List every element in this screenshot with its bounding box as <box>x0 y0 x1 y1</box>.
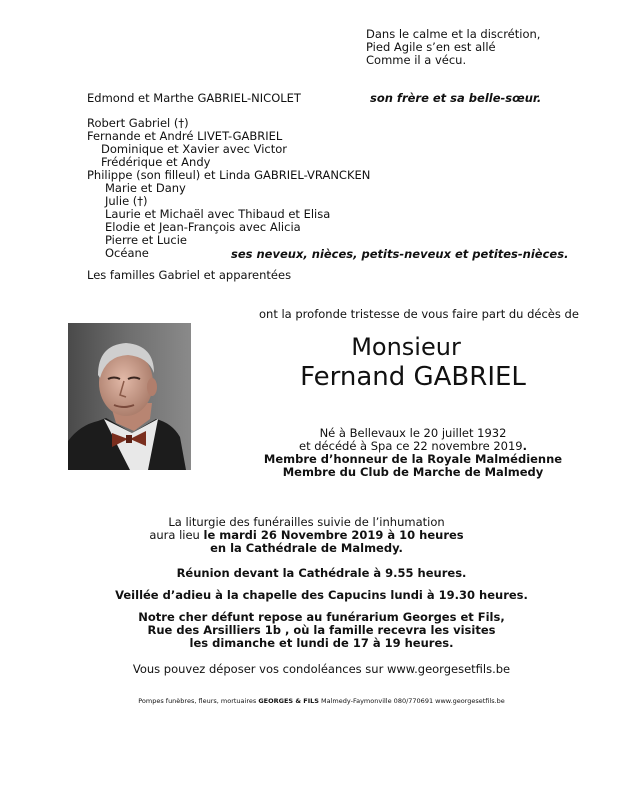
footer-post: Malmedy-Faymonville 080/770691 www.georgesetfils.be <box>318 697 505 705</box>
family-member: Frédérique et Andy <box>101 155 211 169</box>
sibling-names: Edmond et Marthe GABRIEL-NICOLET <box>87 91 301 105</box>
rest-line: Notre cher défunt repose au funérarium Georges et Fils, <box>138 610 505 624</box>
family-member: Philippe (son filleul) et Linda GABRIEL-VRANCKEN <box>87 168 371 182</box>
family-member: Océane <box>105 246 149 260</box>
portrait-photo <box>68 323 191 470</box>
honor-line: Membre du Club de Marche de Malmedy <box>282 465 544 479</box>
poem-line: Comme il a vécu. <box>366 53 467 67</box>
rest-line: les dimanche et lundi de 17 à 19 heures. <box>189 636 454 650</box>
rest-block <box>0 611 643 650</box>
life-details <box>248 427 578 479</box>
liturgy-line3: en la Cathédrale de Malmedy. <box>210 541 403 555</box>
liturgy-block <box>0 516 643 555</box>
family-relation: ses neveux, nièces, petits-neveux et petites-nièces. <box>231 247 569 261</box>
poem-line: Dans le calme et la discrétion, <box>366 27 541 41</box>
family-member: Marie et Dany <box>105 181 186 195</box>
family-member: Fernande et André LIVET-GABRIEL <box>87 129 283 143</box>
footer-brand: GEORGES & FILS <box>258 697 319 705</box>
death-text: et décédé à Spa ce 22 novembre 2019 <box>299 439 523 453</box>
rest-line: Rue des Arsilliers 1b , où la famille recevra les visites <box>147 623 496 637</box>
poem-line: Pied Agile s’en est allé <box>366 40 496 54</box>
footer <box>0 697 643 705</box>
family-member: Elodie et Jean-François avec Alicia <box>105 220 301 234</box>
announcement: ont la profonde tristesse de vous faire part du décès de <box>259 307 579 321</box>
liturgy-date: le mardi 26 Novembre 2019 à 10 heures <box>203 528 464 542</box>
liturgy-line1: La liturgie des funérailles suivie de l’inhumation <box>168 515 445 529</box>
family-member: Laurie et Michaël avec Thibaud et Elisa <box>105 207 331 221</box>
honor-line: Membre d’honneur de la Royale Malmédienne <box>263 452 563 466</box>
vigil-line: Veillée d’adieu à la chapelle des Capucins lundi à 19.30 heures. <box>115 588 528 602</box>
condolences-line: Vous pouvez déposer vos condoléances sur www.georgesetfils.be <box>132 662 511 676</box>
death-dot: . <box>522 439 527 453</box>
family-member: Robert Gabriel (†) <box>87 116 189 130</box>
family-member: Pierre et Lucie <box>105 233 188 247</box>
deceased-name: Fernand GABRIEL <box>300 362 526 392</box>
poem <box>366 28 540 67</box>
families-line: Les familles Gabriel et apparentées <box>87 268 292 282</box>
family-member: Julie (†) <box>105 194 148 208</box>
footer-pre: Pompes funèbres, fleurs, mortuaires <box>138 697 259 705</box>
title: Monsieur <box>351 333 461 361</box>
birth-line: Né à Bellevaux le 20 juillet 1932 <box>319 426 507 440</box>
liturgy-line2-pre: aura lieu <box>149 528 204 542</box>
family-list <box>87 117 370 260</box>
family-member: Dominique et Xavier avec Victor <box>101 142 288 156</box>
meeting-line: Réunion devant la Cathédrale à 9.55 heures. <box>176 566 467 580</box>
sibling-relation: son frère et sa belle-sœur. <box>370 91 542 105</box>
